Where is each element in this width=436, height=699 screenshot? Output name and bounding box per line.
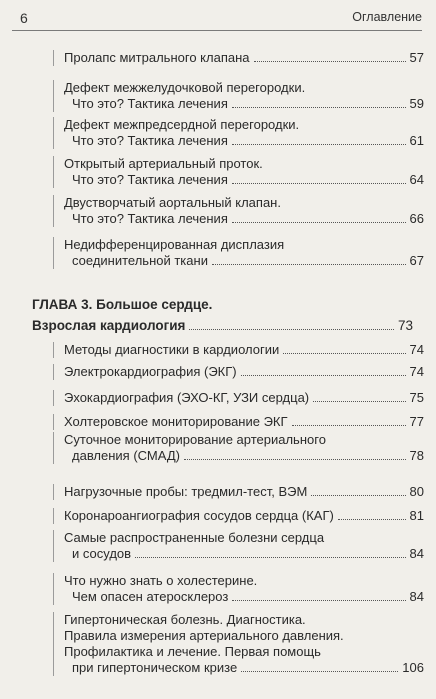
leader-dots (241, 671, 398, 672)
toc-entry[interactable] (53, 342, 424, 358)
toc-entry-title: при гипертоническом кризе (72, 660, 238, 675)
toc-entry-row (64, 484, 424, 500)
toc-entry-line: Дефект межпредсердной перегородки. (64, 117, 300, 132)
toc-entry[interactable] (53, 414, 424, 430)
toc-entry[interactable] (53, 432, 424, 464)
toc-entry-row (64, 50, 424, 66)
toc-entry-page: 59 (409, 96, 424, 111)
toc-entry-line: Гипертоническая болезнь. Диагностика. (64, 612, 306, 627)
leader-dots (283, 353, 405, 354)
toc-entry-page: 61 (409, 133, 424, 148)
toc-entry-title: Чем опасен атеросклероз (72, 589, 229, 604)
leader-dots (311, 495, 405, 496)
toc-entry-row (64, 589, 424, 605)
section-heading (32, 318, 413, 334)
toc-entry-title: Электрокардиография (ЭКГ) (64, 364, 237, 379)
toc-entry-page: 75 (409, 390, 424, 405)
leader-dots (212, 264, 406, 265)
section-page: 73 (397, 318, 413, 333)
toc-entry[interactable] (53, 195, 424, 227)
toc-entry-row (64, 414, 424, 430)
leader-dots (313, 401, 405, 402)
toc-entry-row (64, 508, 424, 524)
toc-entry-page: 74 (409, 364, 424, 379)
running-title: Оглавление (352, 10, 422, 24)
toc-entry-page: 78 (409, 448, 424, 463)
toc-entry[interactable] (53, 80, 424, 112)
toc-entry-page: 67 (409, 253, 424, 268)
toc-entry[interactable] (53, 117, 424, 149)
leader-dots (135, 557, 405, 558)
leader-dots (241, 375, 406, 376)
toc-entry-page: 77 (409, 414, 424, 429)
toc-entry-row (64, 96, 424, 112)
toc-entry-row (64, 448, 424, 464)
toc-entry-line: Что нужно знать о холестерине. (64, 573, 258, 588)
toc-entry-title: и сосудов (72, 546, 132, 561)
leader-dots (292, 425, 406, 426)
toc-entry-title: Нагрузочные пробы: тредмил-тест, ВЭМ (64, 484, 308, 499)
section-title: Взрослая кардиология (32, 318, 186, 333)
toc-entry-title: Коронароангиография сосудов сердца (КАГ) (64, 508, 334, 523)
toc-entry-title: Эхокардиография (ЭХО-КГ, УЗИ сердца) (64, 390, 310, 405)
toc-entry[interactable] (53, 573, 424, 605)
toc-entry-title: Что это? Тактика лечения (72, 211, 228, 226)
toc-entry[interactable] (53, 364, 424, 380)
toc-entry-line: Профилактика и лечение. Первая помощь (64, 644, 321, 659)
toc-entry-page: 84 (409, 589, 424, 604)
leader-dots (232, 183, 406, 184)
leader-dots (232, 107, 406, 108)
toc-entry-title: Что это? Тактика лечения (72, 133, 228, 148)
toc-entry[interactable] (53, 530, 424, 562)
toc-entry-row (64, 172, 424, 188)
toc-entry-title: Что это? Тактика лечения (72, 96, 228, 111)
toc-entry-title: Методы диагностики в кардиологии (64, 342, 280, 357)
toc-entry-row (64, 660, 424, 676)
toc-entry[interactable] (53, 612, 424, 676)
toc-entry-title: давления (СМАД) (72, 448, 180, 463)
toc-entry-row (64, 133, 424, 149)
toc-entry-page: 64 (409, 172, 424, 187)
toc-entry-title: Пролапс митрального клапана (64, 50, 250, 65)
toc-entry-row (64, 253, 424, 269)
toc-entry-row (64, 390, 424, 406)
leader-dots (189, 329, 394, 330)
toc-entry-line: Самые распространенные болезни сердца (64, 530, 325, 545)
toc-entry-line: Двустворчатый аортальный клапан. (64, 195, 281, 210)
toc-entry[interactable] (53, 508, 424, 524)
toc-entry-page: 57 (409, 50, 424, 65)
toc-entry-title: Что это? Тактика лечения (72, 172, 228, 187)
page-number: 6 (20, 10, 28, 26)
toc-entry-title: соединительной ткани (72, 253, 208, 268)
leader-dots (184, 459, 406, 460)
leader-dots (338, 519, 406, 520)
leader-dots (232, 144, 406, 145)
toc-entry-page: 106 (402, 660, 424, 675)
toc-entry-page: 80 (409, 484, 424, 499)
toc-entry-row (64, 211, 424, 227)
toc-entry-page: 84 (409, 546, 424, 561)
toc-entry-line: Правила измерения артериального давления. (64, 628, 344, 643)
chapter-heading: ГЛАВА 3. Большое сердце. (32, 297, 213, 312)
toc-entry-row (64, 546, 424, 562)
toc-entry[interactable] (53, 390, 424, 406)
leader-dots (254, 61, 406, 62)
toc-entry-line: Недифференцированная дисплазия (64, 237, 285, 252)
toc-entry[interactable] (53, 156, 424, 188)
toc-entry[interactable] (53, 237, 424, 269)
toc-entry-row (64, 364, 424, 380)
toc-entry-row (64, 342, 424, 358)
toc-entry-title: Холтеровское мониторирование ЭКГ (64, 414, 288, 429)
toc-entry-page: 74 (409, 342, 424, 357)
toc-entry-page: 66 (409, 211, 424, 226)
toc-entry-line: Дефект межжелудочковой перегородки. (64, 80, 306, 95)
toc-entry-line: Суточное мониторирование артериального (64, 432, 326, 447)
toc-entry[interactable] (53, 50, 424, 66)
toc-entry-line: Открытый артериальный проток. (64, 156, 263, 171)
toc-entry-page: 81 (409, 508, 424, 523)
leader-dots (232, 600, 405, 601)
leader-dots (232, 222, 406, 223)
toc-entry[interactable] (53, 484, 424, 500)
